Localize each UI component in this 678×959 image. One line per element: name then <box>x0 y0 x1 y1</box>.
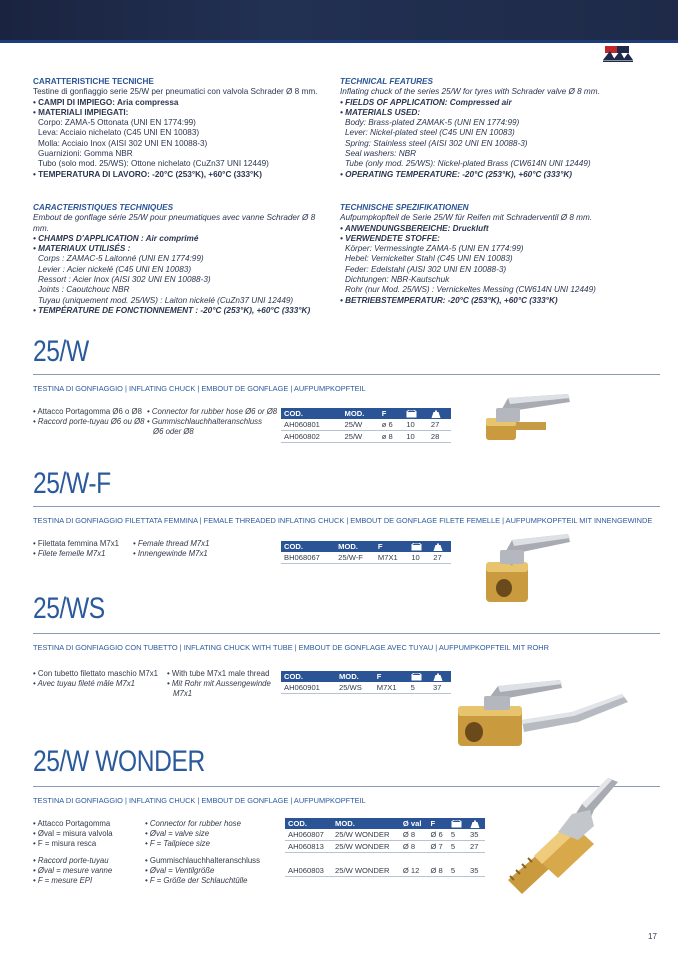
cell-cod: AH060803 <box>285 865 332 877</box>
table-header-row <box>281 671 451 682</box>
bullet-item: • Gummischlauchhalteranschluss <box>145 856 260 865</box>
tech-en-line: Spring: Stainless steel (AISI 302 UNI EN 10088-3) <box>345 138 528 148</box>
bullets-it-fr <box>33 669 158 689</box>
cell-mod: 25/W WONDER <box>332 841 400 853</box>
product-table-25w <box>281 408 451 443</box>
weight-icon <box>431 410 441 418</box>
tech-fr-line: Tuyau (uniquement mod. 25/WS) : Laiton nickelé (CuZn37 UNI 12449) <box>38 295 294 305</box>
tech-de-line: Rohr (nur Mod. 25/WS) : Vernickeltes Messing (CW614N UNI 12449) <box>345 285 596 295</box>
cell-f: ø 6 <box>379 419 404 431</box>
cell-weight: 37 <box>430 682 451 694</box>
tech-fr-line: Levier : Acier nickelé (C45 UNI EN 10083) <box>38 264 192 274</box>
col-cod: COD. <box>281 541 335 552</box>
tech-de-line: • BETRIEBSTEMPERATUR: -20°C (253°K), +60°C (333°K) <box>340 295 558 305</box>
table-row <box>281 431 451 443</box>
cell-weight: 27 <box>430 552 451 564</box>
cell-mod: 25/W-F <box>335 552 375 564</box>
bullets-fr <box>33 856 112 886</box>
section-divider <box>33 374 660 375</box>
bullet-item: • Attacco Portagomma <box>33 819 111 828</box>
tech-it-line: Tubo (solo mod. 25/WS): Ottone nichelato (CuZn37 UNI 12449) <box>38 159 269 169</box>
col-f: F <box>375 541 408 552</box>
bullet-item: • Filettata femmina M7x1 <box>33 539 119 548</box>
table-row <box>285 865 485 877</box>
section-heading-25ws: 25/WS <box>33 592 105 625</box>
bullet-item: • Con tubetto filettato maschio M7x1 <box>33 669 158 678</box>
col-f: F <box>427 818 447 829</box>
cell-weight: 28 <box>428 431 451 443</box>
tech-en-line: • FIELDS OF APPLICATION: Compressed air <box>340 97 512 107</box>
bullet-item: • Attacco Portagomma Ø6 o Ø8 <box>33 407 142 416</box>
table-row <box>281 552 451 564</box>
cell-box: 10 <box>403 431 428 443</box>
cell-f: ø 8 <box>379 431 404 443</box>
bullets-en-de <box>133 539 209 559</box>
cell-f: M7X1 <box>374 682 408 694</box>
bullets-en-de <box>147 407 277 437</box>
page-number: 17 <box>648 932 657 941</box>
tech-de-line: • ANWENDUNGSBEREICHE: Druckluft <box>340 223 489 233</box>
table-header-row <box>281 541 451 552</box>
product-table-25w-wonder <box>285 818 485 877</box>
bullet-item: • Connector for rubber hose <box>145 819 241 828</box>
tech-it-title: CARATTERISTICHE TECNICHE <box>33 77 154 86</box>
tech-it-block <box>33 77 333 180</box>
col-box <box>448 818 467 829</box>
table-row <box>285 841 485 853</box>
bullet-item: • Øval = misura valvola <box>33 829 113 838</box>
bullets-it-fr <box>33 539 119 559</box>
section-heading-25wf: 25/W-F <box>33 467 111 500</box>
box-icon <box>411 543 422 551</box>
top-accent-line <box>0 40 678 43</box>
cell-val: Ø 8 <box>400 841 428 853</box>
cell-box: 5 <box>448 841 467 853</box>
col-cod: COD. <box>281 671 336 682</box>
tech-it-line: Molla: Acciaio Inox (AISI 302 UNI EN 10088-3) <box>38 138 208 148</box>
cell-val: Ø 8 <box>400 829 428 841</box>
tech-it-intro: Testine di gonfiaggio serie 25/W per pneumatici con valvola Schrader Ø 8 mm. <box>33 87 318 97</box>
tech-de-line: Dichtungen: NBR-Kautschuk <box>345 275 450 285</box>
cell-box: 10 <box>403 419 428 431</box>
col-mod: MOD. <box>335 541 375 552</box>
tech-it-line: Corpo: ZAMA-5 Ottonata (UNI EN 1774:99) <box>38 118 196 128</box>
cell-cod: BH068067 <box>281 552 335 564</box>
col-mod: MOD. <box>336 671 374 682</box>
cell-f: Ø 6 <box>427 829 447 841</box>
bullet-item: • Øval = Ventilgröße <box>145 866 215 875</box>
bullet-item: • Raccord porte-tuyau Ø6 ou Ø8 <box>33 417 145 426</box>
col-mod: MOD. <box>332 818 400 829</box>
bullet-item: • Avec tuyau fileté mâle M7x1 <box>33 679 135 688</box>
weight-icon <box>433 543 443 551</box>
bullet-item: • Female thread M7x1 <box>133 539 210 548</box>
col-box <box>408 671 430 682</box>
col-cod: COD. <box>281 408 342 419</box>
cell-mod: 25/W WONDER <box>332 829 400 841</box>
tech-fr-line: Joints : Caoutchouc NBR <box>38 285 130 295</box>
bullet-item: • F = Größe der Schlauchtülle <box>145 876 248 885</box>
cell-mod: 25/W WONDER <box>332 865 400 877</box>
bullet-item: • F = Tailpiece size <box>145 839 210 848</box>
col-f: F <box>374 671 408 682</box>
section-divider <box>33 506 660 507</box>
tech-it-line: • TEMPERATURA DI LAVORO: -20°C (253°K), +60°C (333°K) <box>33 169 262 179</box>
col-weight <box>430 671 451 682</box>
weight-icon <box>470 820 480 828</box>
tech-de-line: Körper: Vermessingte ZAMA-5 (UNI EN 1774:99) <box>345 244 524 254</box>
table-row <box>281 682 451 694</box>
cell-f: M7X1 <box>375 552 408 564</box>
tech-de-block <box>340 203 660 306</box>
tech-en-block <box>340 77 660 180</box>
cell-mod: 25/W <box>342 431 379 443</box>
box-icon <box>451 820 462 828</box>
cell-val: Ø 12 <box>400 865 428 877</box>
tech-fr-block <box>33 203 333 316</box>
weight-icon <box>433 673 443 681</box>
cell-weight: 35 <box>467 865 485 877</box>
col-f: F <box>379 408 404 419</box>
tech-en-line: Seal washers: NBR <box>345 149 416 159</box>
product-photo-25wf <box>478 528 578 608</box>
cell-box: 5 <box>408 682 430 694</box>
tech-de-line: Hebel: Vernickelter Stahl (C45 UNI EN 10083) <box>345 254 513 264</box>
table-header-row <box>281 408 451 419</box>
col-box <box>408 541 430 552</box>
tech-it-line: • MATERIALI IMPIEGATI: <box>33 107 129 117</box>
cell-cod: AH060801 <box>281 419 342 431</box>
section-subtitle: TESTINA DI GONFIAGGIO CON TUBETTO | INFLATING CHUCK WITH TUBE | EMBOUT DE GONFLAGE AVEC TUYAU | AUFPUMPKOPFTEIL MIT ROHR <box>33 643 549 652</box>
tech-it-line: Leva: Acciaio nichelato (C45 UNI EN 10083) <box>38 128 200 138</box>
section-subtitle: TESTINA DI GONFIAGGIO | INFLATING CHUCK | EMBOUT DE GONFLAGE | AUFPUMPKOPFTEIL <box>33 384 366 393</box>
bullets-de <box>145 856 260 886</box>
tech-de-line: • VERWENDETE STOFFE: <box>340 233 440 243</box>
table-row <box>281 419 451 431</box>
cell-cod: AH060813 <box>285 841 332 853</box>
cell-weight: 35 <box>467 829 485 841</box>
cell-cod: AH060901 <box>281 682 336 694</box>
table-row <box>285 829 485 841</box>
product-table-25ws <box>281 671 451 694</box>
bullet-item: • F = mesure EPI <box>33 876 93 885</box>
bullet-item: • Øval = mesure vanne <box>33 866 113 875</box>
bullet-item: • Raccord porte-tuyau <box>33 856 109 865</box>
tech-it-line: Guarnizioni: Gomma NBR <box>38 149 133 159</box>
bullet-item: • F = misura resca <box>33 839 97 848</box>
col-cod: COD. <box>285 818 332 829</box>
box-icon <box>411 673 422 681</box>
bullet-item: M7x1 <box>173 689 193 698</box>
section-divider <box>33 633 660 634</box>
table-header-row <box>285 818 485 829</box>
bullet-item: • With tube M7x1 male thread <box>167 669 270 678</box>
cell-box: 5 <box>448 865 467 877</box>
cell-mod: 25/W <box>342 419 379 431</box>
col-weight <box>467 818 485 829</box>
tech-de-line: Feder: Edelstahl (AISI 302 UNI EN 10088-3) <box>345 264 507 274</box>
tech-fr-line: • MATERIAUX UTILISÉS : <box>33 244 131 254</box>
bullets-it <box>33 819 113 849</box>
cell-box: 5 <box>448 829 467 841</box>
tech-fr-intro: Embout de gonflage série 25/W pour pneumatiques avec vanne Schrader Ø 8 mm. <box>33 213 316 233</box>
bullet-item: • Filete femelle M7x1 <box>33 549 106 558</box>
col-weight <box>430 541 451 552</box>
section-subtitle: TESTINA DI GONFIAGGIO FILETTATA FEMMINA | FEMALE THREADED INFLATING CHUCK | EMBOUT DE GONFLAGE FILETE FEMELLE | AUFPUMPKOPFTEIL MIT INNENGEWINDE <box>33 516 653 525</box>
tech-en-line: Lever: Nickel-plated steel (C45 UNI EN 10083) <box>345 128 515 138</box>
cell-cod: AH060802 <box>281 431 342 443</box>
tech-en-title: TECHNICAL FEATURES <box>340 77 433 86</box>
tech-fr-title: CARACTERISTIQUES TECHNIQUES <box>33 203 174 212</box>
bullet-item: • Gummischlauchhalteranschluss <box>147 417 262 426</box>
top-banner <box>0 0 678 40</box>
bullet-item: • Øval = valve size <box>145 829 210 838</box>
tech-en-line: • MATERIALS USED: <box>340 107 421 117</box>
cell-f: Ø 8 <box>427 865 447 877</box>
cell-weight: 27 <box>467 841 485 853</box>
cell-mod: 25/WS <box>336 682 374 694</box>
cell-weight: 27 <box>428 419 451 431</box>
section-heading-25w-wonder: 25/W WONDER <box>33 745 205 778</box>
tech-fr-line: • TEMPÉRATURE DE FONCTIONNEMENT : -20°C (253°K), +60°C (333°K) <box>33 305 311 315</box>
bullets-en-de <box>167 669 271 699</box>
col-mod: MOD. <box>342 408 379 419</box>
product-photo-25ws <box>452 676 636 756</box>
col-val: Ø val <box>400 818 428 829</box>
section-heading-25w: 25/W <box>33 335 89 368</box>
bullets-it-fr <box>33 407 145 427</box>
cell-box: 10 <box>408 552 430 564</box>
tech-en-line: Tube (only mod. 25/WS): Nickel-plated Brass (CW614N UNI 12449) <box>345 159 591 169</box>
bullet-item: • Connector for rubber hose Ø6 or Ø8 <box>147 407 278 416</box>
product-photo-25w <box>478 388 578 458</box>
tech-fr-line: Corps : ZAMAC-5 Laitonné (UNI EN 1774:99) <box>38 254 204 264</box>
col-box <box>403 408 428 419</box>
bullet-item: • Mit Rohr mit Aussengewinde <box>167 679 271 688</box>
tech-fr-line: • CHAMPS D'APPLICATION : Air comprimé <box>33 233 199 243</box>
tech-de-title: TECHNISCHE SPEZIFIKATIONEN <box>340 203 469 212</box>
col-weight <box>428 408 451 419</box>
bullet-item: Ø6 oder Ø8 <box>153 427 194 436</box>
product-table-25wf <box>281 541 451 564</box>
product-photo-25w-wonder <box>498 770 638 900</box>
brand-logo-icon <box>602 45 634 63</box>
tech-de-intro: Aufpumpkopfteil de Serie 25/W für Reifen mit Schraderventil Ø 8 mm. <box>340 213 593 223</box>
tech-en-line: • OPERATING TEMPERATURE: -20°C (253°K), +60°C (333°K) <box>340 169 572 179</box>
tech-it-line: • CAMPI DI IMPIEGO: Aria compressa <box>33 97 179 107</box>
bullet-item: • Innengewinde M7x1 <box>133 549 208 558</box>
box-icon <box>406 410 417 418</box>
cell-cod: AH060807 <box>285 829 332 841</box>
bullets-en <box>145 819 241 849</box>
tech-en-line: Body: Brass-plated ZAMAK-5 (UNI EN 1774:99) <box>345 118 520 128</box>
tech-en-intro: Inflating chuck of the series 25/W for tyres with Schrader valve Ø 8 mm. <box>340 87 600 97</box>
tech-fr-line: Ressort : Acier Inox (AISI 302 UNI EN 10088-3) <box>38 275 211 285</box>
section-subtitle: TESTINA DI GONFIAGGIO | INFLATING CHUCK | EMBOUT DE GONFLAGE | AUFPUMPKOPFTEIL <box>33 796 366 805</box>
cell-f: Ø 7 <box>427 841 447 853</box>
table-spacer-row <box>285 853 485 866</box>
